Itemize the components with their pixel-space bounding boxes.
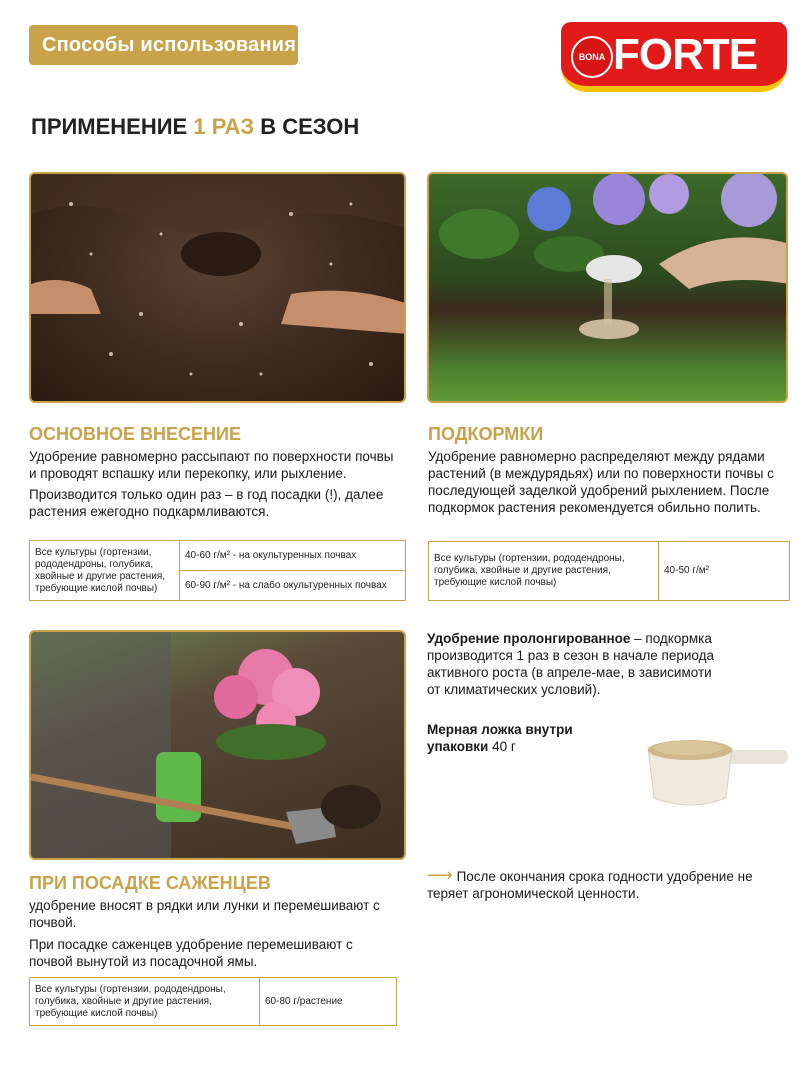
planting-paragraph-2: При посадке саженцев удобрение перемешивают с почвой вынутой из посадочной ямы. xyxy=(29,937,353,969)
basic-paragraph-1: Удобрение равномерно рассыпают по поверхности почвы и проводят вспашку или перекопку, или рыхление. xyxy=(29,449,394,481)
brand-logo xyxy=(561,22,787,92)
basic-rates-table xyxy=(29,540,406,601)
planting-paragraph-1: удобрение вносят в рядки или лунки и перемешивают с почвой. xyxy=(29,898,380,930)
spoon-caption xyxy=(427,721,587,755)
basic-section-title: ОСНОВНОЕ ВНЕСЕНИЕ xyxy=(29,424,241,444)
planting-rates-table xyxy=(29,977,397,1026)
feeding-rate-cell: 40-50 г/м² xyxy=(659,542,790,601)
planting-crops-cell: Все культуры (гортензии, рододендроны, голубика, хвойные и другие растения, требующие кислой почвы) xyxy=(30,978,260,1026)
spoon-amount: 40 г xyxy=(488,739,516,754)
logo-bona-mark: BONA xyxy=(571,36,613,78)
title-part2: В СЕЗОН xyxy=(254,114,360,139)
basic-crops-cell: Все культуры (гортензии, рододендроны, голубика, хвойные и другие растения, требующие кислой почвы) xyxy=(30,541,180,601)
expiry-note-text: После окончания срока годности удобрение не теряет агрономической ценности. xyxy=(427,869,753,901)
measuring-spoon-image xyxy=(640,728,790,818)
basic-rate-cell-1: 40-60 г/м² - на окультуренных почвах xyxy=(180,541,406,571)
section-badge: Способы использования xyxy=(29,25,298,65)
spoon-bold: Мерная ложка внутри упаковки xyxy=(427,722,573,754)
feeding-paragraph: Удобрение равномерно распределяют между рядами растений (в междурядьях) или по поверхности почвы с последующей заделкой удобрений рыхлением. После подкормок растения рекомендуется обильно полить. xyxy=(428,449,774,515)
expiry-note xyxy=(427,867,787,902)
title-accent: 1 РАЗ xyxy=(193,114,255,139)
planting-shovel-photo xyxy=(29,630,406,860)
feeding-crops-cell: Все культуры (гортензии, рододендроны, голубика, хвойные и другие растения, требующие кислой почвы) xyxy=(429,542,659,601)
planting-rate-cell: 60-80 г/растение xyxy=(260,978,397,1026)
prolonged-bold: Удобрение пролонгированное xyxy=(427,631,631,646)
basic-rate-cell-2: 60-90 г/м² - на слабо окультуренных почвах xyxy=(180,571,406,601)
planting-section-title: ПРИ ПОСАДКЕ САЖЕНЦЕВ xyxy=(29,873,271,893)
title-part1: ПРИМЕНЕНИЕ xyxy=(31,114,194,139)
garden-fertilizer-photo xyxy=(427,172,788,403)
feeding-section-title: ПОДКОРМКИ xyxy=(428,424,544,444)
soil-hands-photo xyxy=(29,172,406,403)
feeding-rates-table xyxy=(428,541,790,601)
prolonged-text xyxy=(427,630,727,698)
page-title xyxy=(31,114,359,140)
logo-forte-text: FORTE xyxy=(613,30,758,79)
prolonged-rest: – подкормка производится 1 раз в сезон в начале периода активного роста (в апреле-мае, в зависимоти от климатических условий). xyxy=(427,631,714,697)
arrow-right-icon: ⟶ xyxy=(427,865,453,885)
basic-paragraph-2: Производится только один раз – в год посадки (!), далее растения ежегодно подкармливаются. xyxy=(29,487,384,519)
